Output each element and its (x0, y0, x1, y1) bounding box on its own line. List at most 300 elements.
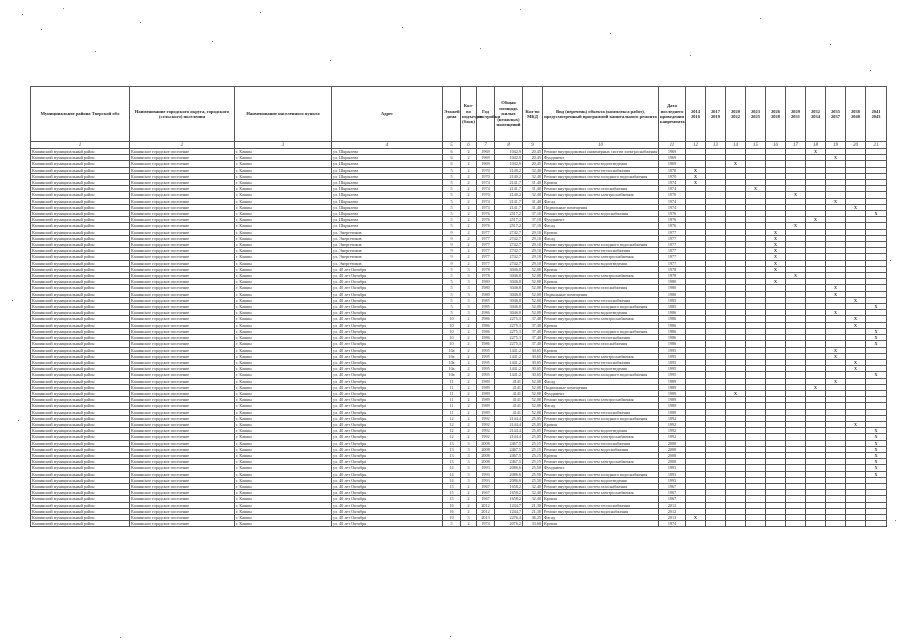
address-cell: ул. 40 лет Октября (332, 483, 443, 489)
period-mark-cell: X (866, 440, 887, 446)
flats-cell: 52,00 (523, 304, 543, 310)
house-number-cell: 10 (443, 316, 461, 322)
area-cell: 2144,4 (495, 421, 523, 427)
col-header-area: Общая площадь жилых (нежилых) помещений (495, 87, 523, 142)
address-cell: ул. 40 лет Октября (332, 465, 443, 471)
work-type-cell: Ремонт внутридомовых систем водоснабжения (543, 508, 659, 514)
flats-cell: 33,60 (523, 521, 543, 527)
settlement-cell: Кашинское городское поселение (130, 322, 235, 328)
settlement-cell: Кашинское городское поселение (130, 229, 235, 235)
address-cell: ул. 40 лет Октября (332, 384, 443, 390)
period-mark-cell: X (866, 446, 887, 452)
house-number-cell: 5 (443, 217, 461, 223)
year-built-cell: 1986 (477, 310, 495, 316)
entrances-cell: 2 (461, 149, 477, 155)
address-cell: ул. Энергетиков (332, 254, 443, 260)
work-type-cell: Фундамент (543, 217, 659, 223)
work-type-cell: Ремонт внутридомовых систем электроснабжения (543, 254, 659, 260)
entrances-cell: 2 (461, 335, 477, 341)
settlement-cell: Кашинское городское поселение (130, 378, 235, 384)
address-cell: ул. Шкрылева (332, 198, 443, 204)
municipality-cell: Кашинский муниципальный район (31, 521, 130, 527)
entrances-cell: 2 (461, 217, 477, 223)
year-built-cell: 1967 (477, 490, 495, 496)
flats-cell: 32,40 (523, 490, 543, 496)
house-number-cell: 10а (443, 359, 461, 365)
period-mark-cell (806, 521, 826, 527)
entrances-cell: 3 (461, 304, 477, 310)
house-number-cell: 12 (443, 421, 461, 427)
area-cell: 1658,2 (495, 490, 523, 496)
work-type-cell: Кровля (543, 180, 659, 186)
last-repair-cell: 1976 (659, 217, 686, 223)
period-mark-cell (866, 521, 887, 527)
settlement-cell: Кашинское городское поселение (130, 167, 235, 173)
flats-cell: 30,65 (523, 372, 543, 378)
work-type-cell: Ремонт внутридомовых систем водоотведения (543, 428, 659, 434)
municipality-cell: Кашинский муниципальный район (31, 483, 130, 489)
house-number-cell: 5 (443, 186, 461, 192)
year-built-cell: 1977 (477, 260, 495, 266)
scan-speck (140, 22, 141, 23)
municipality-cell: Кашинский муниципальный район (31, 508, 130, 514)
settlement-cell: Кашинское городское поселение (130, 242, 235, 248)
year-built-cell: 1992 (477, 428, 495, 434)
scan-speck (41, 29, 42, 30)
work-type-cell: Ремонт внутридомовых систем газоснабжения (543, 341, 659, 347)
locality-cell: г. Кашин (235, 508, 332, 514)
entrances-cell: 2 (461, 421, 477, 427)
settlement-cell: Кашинское городское поселение (130, 409, 235, 415)
work-type-cell: Ремонт внутридомовых систем водоотведения (543, 161, 659, 167)
period-mark-cell (726, 521, 746, 527)
address-cell: ул. 40 лет Октября (332, 372, 443, 378)
settlement-cell: Кашинское городское поселение (130, 366, 235, 372)
period-mark-cell: X (806, 149, 826, 155)
address-cell: ул. 40 лет Октября (332, 477, 443, 483)
entrances-cell: 3 (461, 446, 477, 452)
municipality-cell: Кашинский муниципальный район (31, 514, 130, 520)
municipality-cell: Кашинский муниципальный район (31, 421, 130, 427)
house-number-cell: 5 (443, 521, 461, 527)
column-index-cell: 10 (543, 142, 659, 149)
entrances-cell: 2 (461, 490, 477, 496)
flats-cell: 30,65 (523, 347, 543, 353)
area-cell: 2144,4 (495, 415, 523, 421)
house-number-cell: 19 (443, 514, 461, 520)
area-cell: 2140,2 (495, 192, 523, 198)
scan-speck (830, 44, 831, 45)
period-mark-cell: X (766, 235, 786, 241)
period-mark-cell: X (766, 248, 786, 254)
work-type-cell: Ремонт внутридомовых систем холодного водоснабжения (543, 173, 659, 179)
year-built-cell: 1993 (477, 471, 495, 477)
year-built-cell: 1995 (477, 372, 495, 378)
last-repair-cell: 1993 (659, 471, 686, 477)
locality-cell: г. Кашин (235, 477, 332, 483)
area-cell: 2467,5 (495, 459, 523, 465)
address-cell: ул. Шкрылева (332, 167, 443, 173)
house-number-cell: 15 (443, 490, 461, 496)
col-header-municipality: Муниципальное района Тверской обл (31, 87, 130, 142)
entrances-cell: 2 (461, 502, 477, 508)
period-mark-cell (826, 521, 846, 527)
period-mark-cell: X (826, 347, 846, 353)
year-built-cell: 1970 (477, 173, 495, 179)
work-type-cell: Кровля (543, 521, 659, 527)
area-cell: 4141 (495, 409, 523, 415)
last-repair-cell: 2008 (659, 459, 686, 465)
column-index-cell: 17 (786, 142, 806, 149)
col-header-floors: Этажей дома (443, 87, 461, 142)
period-mark-cell: X (686, 180, 706, 186)
flats-cell: 37,40 (523, 322, 543, 328)
entrances-cell: 2 (461, 366, 477, 372)
locality-cell: г. Кашин (235, 415, 332, 421)
column-index-cell: 9 (523, 142, 543, 149)
address-cell: ул. 40 лет Октября (332, 446, 443, 452)
address-cell: ул. Энергетиков (332, 242, 443, 248)
period-mark-cell: X (866, 372, 887, 378)
municipality-cell: Кашинский муниципальный район (31, 415, 130, 421)
locality-cell: г. Кашин (235, 428, 332, 434)
settlement-cell: Кашинское городское поселение (130, 260, 235, 266)
municipality-cell: Кашинский муниципальный район (31, 310, 130, 316)
locality-cell: г. Кашин (235, 291, 332, 297)
area-cell: 2742,7 (495, 260, 523, 266)
address-cell: ул. 40 лет Октября (332, 273, 443, 279)
period-mark-cell: X (866, 465, 887, 471)
municipality-cell: Кашинский муниципальный район (31, 204, 130, 210)
settlement-cell: Кашинское городское поселение (130, 514, 235, 520)
flats-cell: 31,40 (523, 186, 543, 192)
year-built-cell: 1986 (477, 335, 495, 341)
col-header-address: Адрес (332, 87, 443, 142)
scan-speck (120, 637, 121, 638)
flats-cell: 52,00 (523, 291, 543, 297)
address-cell: ул. Шкрылева (332, 204, 443, 210)
year-built-cell: 1980 (477, 279, 495, 285)
column-index-cell: 1 (31, 142, 130, 149)
locality-cell: г. Кашин (235, 192, 332, 198)
area-cell: 2141,7 (495, 198, 523, 204)
locality-cell: г. Кашин (235, 341, 332, 347)
year-built-cell: 1967 (477, 496, 495, 502)
municipality-cell: Кашинский муниципальный район (31, 359, 130, 365)
flats-cell: 52,00 (523, 397, 543, 403)
year-built-cell: 1970 (477, 167, 495, 173)
period-mark-cell: X (726, 161, 746, 167)
period-mark-cell: X (866, 211, 887, 217)
locality-cell: г. Кашин (235, 483, 332, 489)
year-built-cell: 1995 (477, 366, 495, 372)
locality-cell: г. Кашин (235, 217, 332, 223)
locality-cell: г. Кашин (235, 273, 332, 279)
municipality-cell: Кашинский муниципальный район (31, 465, 130, 471)
scan-speck (760, 18, 761, 19)
area-cell: 1441,2 (495, 359, 523, 365)
last-repair-cell: 2012 (659, 502, 686, 508)
flats-cell: 37,40 (523, 341, 543, 347)
municipality-cell: Кашинский муниципальный район (31, 161, 130, 167)
year-built-cell: 1995 (477, 353, 495, 359)
locality-cell: г. Кашин (235, 521, 332, 527)
col-header-period: 2041 2043 (866, 87, 887, 142)
flats-cell: 29,10 (523, 229, 543, 235)
locality-cell: г. Кашин (235, 378, 332, 384)
entrances-cell: 2 (461, 180, 477, 186)
scan-speck (402, 27, 403, 28)
year-built-cell: 1977 (477, 248, 495, 254)
settlement-cell: Кашинское городское поселение (130, 285, 235, 291)
last-repair-cell: 1993 (659, 465, 686, 471)
locality-cell: г. Кашин (235, 496, 332, 502)
house-number-cell: 5 (443, 310, 461, 316)
entrances-cell: 2 (461, 254, 477, 260)
last-repair-cell: 1974 (659, 180, 686, 186)
address-cell: ул. Энергетиков (332, 248, 443, 254)
scan-speck (450, 636, 451, 637)
col-header-period: 2014 2016 (686, 87, 706, 142)
last-repair-cell: 1985 (659, 297, 686, 303)
last-repair-cell: 1995 (659, 359, 686, 365)
address-cell: ул. Шкрылева (332, 161, 443, 167)
house-number-cell: 5 (443, 273, 461, 279)
locality-cell: г. Кашин (235, 353, 332, 359)
address-cell: ул. 40 лет Октября (332, 440, 443, 446)
flats-cell: 20,45 (523, 155, 543, 161)
house-number-cell: 11 (443, 397, 461, 403)
municipality-cell: Кашинский муниципальный район (31, 273, 130, 279)
settlement-cell: Кашинское городское поселение (130, 254, 235, 260)
house-number-cell: 5 (443, 297, 461, 303)
area-cell: 1441,2 (495, 353, 523, 359)
address-cell: ул. 40 лет Октября (332, 310, 443, 316)
entrances-cell: 2 (461, 403, 477, 409)
year-built-cell: 1974 (477, 521, 495, 527)
col-header-period: 2023 2025 (746, 87, 766, 142)
period-mark-cell: X (766, 279, 786, 285)
locality-cell: г. Кашин (235, 211, 332, 217)
entrances-cell: 3 (461, 440, 477, 446)
area-cell: 2517,2 (495, 223, 523, 229)
flats-cell: 52,00 (523, 279, 543, 285)
house-number-cell: 11 (443, 390, 461, 396)
municipality-cell: Кашинский муниципальный район (31, 254, 130, 260)
municipality-cell: Кашинский муниципальный район (31, 242, 130, 248)
period-mark-cell: X (686, 173, 706, 179)
period-mark-cell (846, 521, 866, 527)
work-type-cell: Ремонт внутридомовых систем электроснабжения (543, 353, 659, 359)
settlement-cell: Кашинское городское поселение (130, 279, 235, 285)
flats-cell: 25,05 (523, 415, 543, 421)
work-type-cell: Кровля (543, 229, 659, 235)
house-number-cell: 15 (443, 483, 461, 489)
flats-cell: 32,40 (523, 192, 543, 198)
last-repair-cell: 1989 (659, 403, 686, 409)
table-body (31, 142, 887, 527)
period-mark-cell: X (846, 316, 866, 322)
entrances-cell: 3 (461, 297, 477, 303)
address-cell: ул. 40 лет Октября (332, 353, 443, 359)
year-built-cell: 1974 (477, 198, 495, 204)
address-cell: ул. 40 лет Октября (332, 328, 443, 334)
work-type-cell: Кровля (543, 279, 659, 285)
settlement-cell: Кашинское городское поселение (130, 248, 235, 254)
house-number-cell: 5 (443, 192, 461, 198)
period-mark-cell: X (726, 390, 746, 396)
municipality-cell: Кашинский муниципальный район (31, 409, 130, 415)
municipality-cell: Кашинский муниципальный район (31, 155, 130, 161)
area-cell: 2742,7 (495, 254, 523, 260)
municipality-cell: Кашинский муниципальный район (31, 372, 130, 378)
house-number-cell: 5 (443, 304, 461, 310)
period-mark-cell (706, 521, 726, 527)
address-cell: ул. Шкрылева (332, 173, 443, 179)
house-number-cell: 13 (443, 452, 461, 458)
last-repair-cell: 1989 (659, 397, 686, 403)
flats-cell: 20,45 (523, 161, 543, 167)
column-index-cell: 19 (826, 142, 846, 149)
entrances-cell: 3 (461, 285, 477, 291)
locality-cell: г. Кашин (235, 390, 332, 396)
house-number-cell: 13 (443, 459, 461, 465)
flats-cell: 25,15 (523, 446, 543, 452)
entrances-cell: 2 (461, 322, 477, 328)
year-built-cell: 1976 (477, 223, 495, 229)
last-repair-cell: 1986 (659, 335, 686, 341)
col-header-year-built: Год постройки (477, 87, 495, 142)
flats-cell: 37,40 (523, 316, 543, 322)
municipality-cell: Кашинский муниципальный район (31, 173, 130, 179)
municipality-cell: Кашинский муниципальный район (31, 223, 130, 229)
work-type-cell: Фасад (543, 403, 659, 409)
entrances-cell: 2 (461, 359, 477, 365)
house-number-cell: 5 (443, 285, 461, 291)
year-built-cell: 1989 (477, 403, 495, 409)
settlement-cell: Кашинское городское поселение (130, 235, 235, 241)
column-index-row (31, 142, 887, 149)
period-mark-cell: X (766, 266, 786, 272)
entrances-cell: 2 (461, 211, 477, 217)
flats-cell: 32,40 (523, 496, 543, 502)
area-cell: 2742,7 (495, 229, 523, 235)
last-repair-cell: 1977 (659, 242, 686, 248)
area-cell: 2467,5 (495, 446, 523, 452)
entrances-cell: 2 (461, 341, 477, 347)
entrances-cell: 2 (461, 397, 477, 403)
work-type-cell: Фундамент (543, 155, 659, 161)
house-number-cell: 6 (443, 155, 461, 161)
municipality-cell: Кашинский муниципальный район (31, 322, 130, 328)
last-repair-cell: 1992 (659, 434, 686, 440)
year-built-cell: 2008 (477, 446, 495, 452)
locality-cell: г. Кашин (235, 198, 332, 204)
settlement-cell: Кашинское городское поселение (130, 452, 235, 458)
period-mark-cell: X (686, 514, 706, 520)
house-number-cell: 5 (443, 167, 461, 173)
area-cell: 2742,7 (495, 235, 523, 241)
settlement-cell: Кашинское городское поселение (130, 204, 235, 210)
address-cell: ул. 40 лет Октября (332, 279, 443, 285)
area-cell: 1658,2 (495, 496, 523, 502)
house-number-cell: 9 (443, 242, 461, 248)
entrances-cell: 2 (461, 521, 477, 527)
house-number-cell: 10 (443, 328, 461, 334)
settlement-cell: Кашинское городское поселение (130, 173, 235, 179)
locality-cell: г. Кашин (235, 155, 332, 161)
year-built-cell: 1985 (477, 297, 495, 303)
last-repair-cell: 1978 (659, 266, 686, 272)
flats-cell: 37,40 (523, 328, 543, 334)
house-number-cell: 12 (443, 415, 461, 421)
municipality-cell: Кашинский муниципальный район (31, 502, 130, 508)
flats-cell: 25,50 (523, 471, 543, 477)
locality-cell: г. Кашин (235, 235, 332, 241)
flats-cell: 25,05 (523, 421, 543, 427)
last-repair-cell: 1969 (659, 161, 686, 167)
period-mark-cell: X (846, 366, 866, 372)
area-cell: 2275,3 (495, 322, 523, 328)
work-type-cell: Ремонт внутридомовых систем водоснабжения (543, 446, 659, 452)
settlement-cell: Кашинское городское поселение (130, 490, 235, 496)
year-built-cell: 2008 (477, 440, 495, 446)
work-type-cell: Ремонт внутридомовых систем теплоснабжения (543, 248, 659, 254)
work-type-cell: Ремонт внутридомовых систем холодного водоснабжения (543, 372, 659, 378)
entrances-cell: 3 (461, 266, 477, 272)
municipality-cell: Кашинский муниципальный район (31, 149, 130, 155)
settlement-cell: Кашинское городское поселение (130, 477, 235, 483)
col-header-period: 2020 2022 (726, 87, 746, 142)
house-number-cell: 10 (443, 341, 461, 347)
locality-cell: г. Кашин (235, 465, 332, 471)
locality-cell: г. Кашин (235, 242, 332, 248)
year-built-cell: 1977 (477, 229, 495, 235)
year-built-cell: 1974 (477, 186, 495, 192)
year-built-cell: 2008 (477, 459, 495, 465)
col-header-period: 2038 2040 (846, 87, 866, 142)
area-cell: 4141 (495, 397, 523, 403)
address-cell: ул. 40 лет Октября (332, 291, 443, 297)
work-type-cell: Кровля (543, 266, 659, 272)
address-cell: ул. Шкрылева (332, 155, 443, 161)
municipality-cell: Кашинский муниципальный район (31, 198, 130, 204)
locality-cell: г. Кашин (235, 471, 332, 477)
municipality-cell: Кашинский муниципальный район (31, 316, 130, 322)
settlement-cell: Кашинское городское поселение (130, 304, 235, 310)
municipality-cell: Кашинский муниципальный район (31, 496, 130, 502)
house-number-cell: 5 (443, 204, 461, 210)
flats-cell: 25,15 (523, 452, 543, 458)
flats-cell: 52,00 (523, 390, 543, 396)
col-header-settlement: Наименование городского округа, городского (сельского) поселения (130, 87, 235, 142)
work-type-cell: Ремонт внутридомовых систем электроснабжения (543, 316, 659, 322)
area-cell: 2086,6 (495, 465, 523, 471)
locality-cell: г. Кашин (235, 149, 332, 155)
work-type-cell: Ремонт внутридомовых систем холодного водоснабжения (543, 242, 659, 248)
last-repair-cell: 1978 (659, 273, 686, 279)
last-repair-cell: 1995 (659, 372, 686, 378)
year-built-cell: 1969 (477, 149, 495, 155)
municipality-cell: Кашинский муниципальный район (31, 384, 130, 390)
area-cell: 1658,2 (495, 483, 523, 489)
period-mark-cell: X (806, 384, 826, 390)
period-mark-cell: X (846, 421, 866, 427)
settlement-cell: Кашинское городское поселение (130, 390, 235, 396)
flats-cell: 37,10 (523, 211, 543, 217)
settlement-cell: Кашинское городское поселение (130, 459, 235, 465)
col-header-period: 2032 2034 (806, 87, 826, 142)
